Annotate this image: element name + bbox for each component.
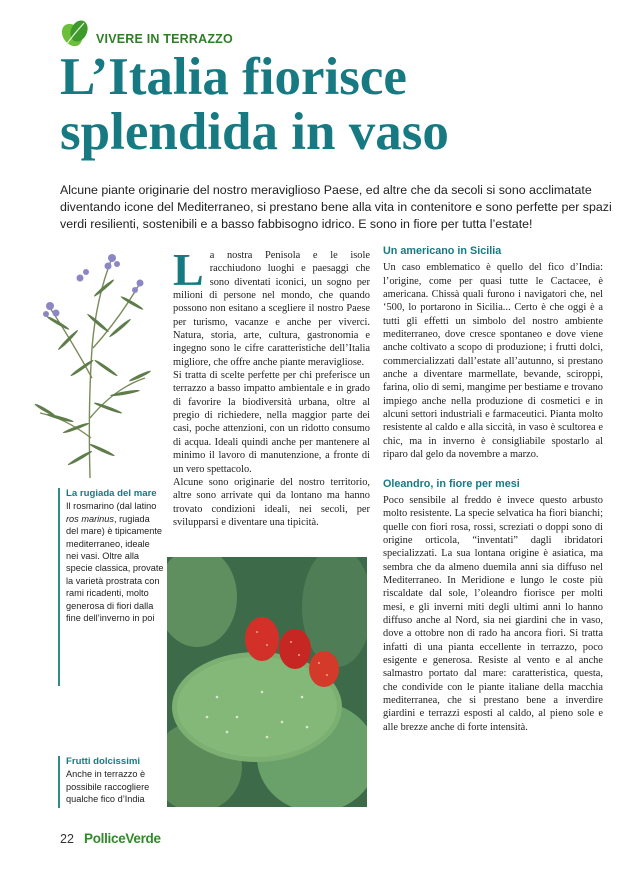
paragraph: Si tratta di scelte perfette per chi preferisce un terrazzo a basso impatto ambientale e in grado di favorire la biodiversità urbana, oltre al pregio di richiedere, nella maggior parte dei casi, poche attenzioni, con un ridotto consumo di acqua. Ideali quindi anche per mantenere al minimo il lavoro di manutenzione, a fronte di un vero spettacolo.: [173, 370, 370, 475]
title-line-2: splendida in vaso: [60, 103, 449, 161]
leaf-logo-icon: [60, 18, 90, 48]
section-tag: VIVERE IN TERRAZZO: [96, 32, 233, 46]
caption-fruit-title: Frutti dolcissimi: [66, 756, 141, 767]
lead-paragraph: Alcune piante originarie del nostro meraviglioso Paese, ed altre che da secoli si sono acclimatate diventando icone del Mediterraneo, si prestano bene alla vita in contenitore e sono perfette per spazi verdi resilienti, sostenibili e a basso fabbisogno idrico. E sono in fiore per tutta l’estate!: [60, 183, 612, 231]
caption-fruit-text: Anche in terrazzo è possibile raccogliere qualche fico d’India: [66, 769, 150, 805]
brand-logo: PolliceVerde: [84, 831, 161, 846]
paragraph: Un caso emblematico è quello del fico d’India: l’origine, come per quasi tutte le Cactacee, è americana. Chissà quali furono i navigatori che, nel ‘500, lo portarono in Sicilia... Certo è che oggi è a tutti gli effetti un simbolo del nostro ambiente mediterraneo, dove cresce spontaneo e dove viene anche coltivato a scopo di produzione; i frutti dolci, commercializzati dall’estate all’autunno, si prestano anche a diventare marmellate, bevande, sciroppi, farina, olio di semi, mangime per bestiame e trovano impiego anche nella produzione di cosmetici e in alcuni settori industriali e farmaceutici. Pianta molto resistente al caldo e alla siccità, in vaso è scultorea e chic, ma in inverno è consigliabile spostarlo al riparo dal gelo da novembre a marzo.: [383, 262, 603, 461]
caption-rule: [58, 488, 60, 686]
rosemary-image: [20, 228, 165, 483]
article-column-1: [173, 244, 370, 529]
caption-rosemary-text: Il rosmarino (dal latino ros marinus, rugiada del mare) è tipicamente mediterraneo, ideale nei vasi. Oltre alla specie classica, provate la varietà prostrata con rami ricadenti, molto generosa di fiori dalla fine dell’inverno in poi: [66, 501, 164, 624]
paragraph: Alcune sono originarie del nostro territorio, altre sono arrivate qui da lontano ma hanno trovato condizioni ideali, nei secoli, per svilupparsi e diventare una tipicità.: [173, 476, 370, 528]
caption-fruit: [66, 756, 164, 806]
drop-cap: L: [173, 244, 204, 295]
paragraph: Poco sensibile al freddo è invece questo arbusto molto resistente. La specie selvatica ha fiori bianchi; quelle con fiori rosa, rossi, screziati o doppi sono di origine orticola, “inventati” dagli ibridatori specializzati. La sua lontana origine è asiatica, ma sembra che da almeno duemila anni sia diffuso nel Mediterraneo. In Meridione e lungo le coste più riscaldate dal sole, l’oleandro fiorisce per molti mesi, e gli inverni miti degli ultimi anni lo hanno diffuso anche al Nord, sia nei giardini che in vaso, dove a ottobre non di rado ha ancora fiori. Si tratta infatti di una pianta eccellente in terrazzo, poco esigente e generosa. Resiste al vento e al anche salmastro portato dal mare: caratteristica, questa, che condivide con le piante italiane della macchia mediterranea, che si prestano bene a inverdire giardini e terrazzi esposti al caldo, al pieno sole e alle brezze anche di forte intensità.: [383, 494, 603, 733]
prickly-pear-image: [167, 557, 367, 807]
article-column-2: [383, 245, 603, 734]
subheading-americano: Un americano in Sicilia: [383, 245, 502, 257]
title-line-1: L’Italia fiorisce: [60, 48, 407, 106]
subheading-oleandro: Oleandro, in fiore per mesi: [383, 477, 520, 490]
caption-rule: [58, 756, 60, 808]
caption-rosemary: [66, 488, 164, 624]
caption-rosemary-title: La rugiada del mare: [66, 488, 157, 499]
page-number: 22: [60, 832, 74, 846]
paragraph: La nostra Penisola e le isole racchiudono luoghi e paesaggi che sono diventati iconici, un sogno per milioni di persone nel mondo, che quando possono non esitano a scegliere il nostro Paese per turismo, vacanze e anche per viverci. Natura, storia, arte, cultura, gastronomia e ingegno sono le cifre caratteristiche dell’Italia migliore, che offre anche piante meravigliose.: [173, 244, 370, 368]
page-title: [60, 50, 620, 160]
